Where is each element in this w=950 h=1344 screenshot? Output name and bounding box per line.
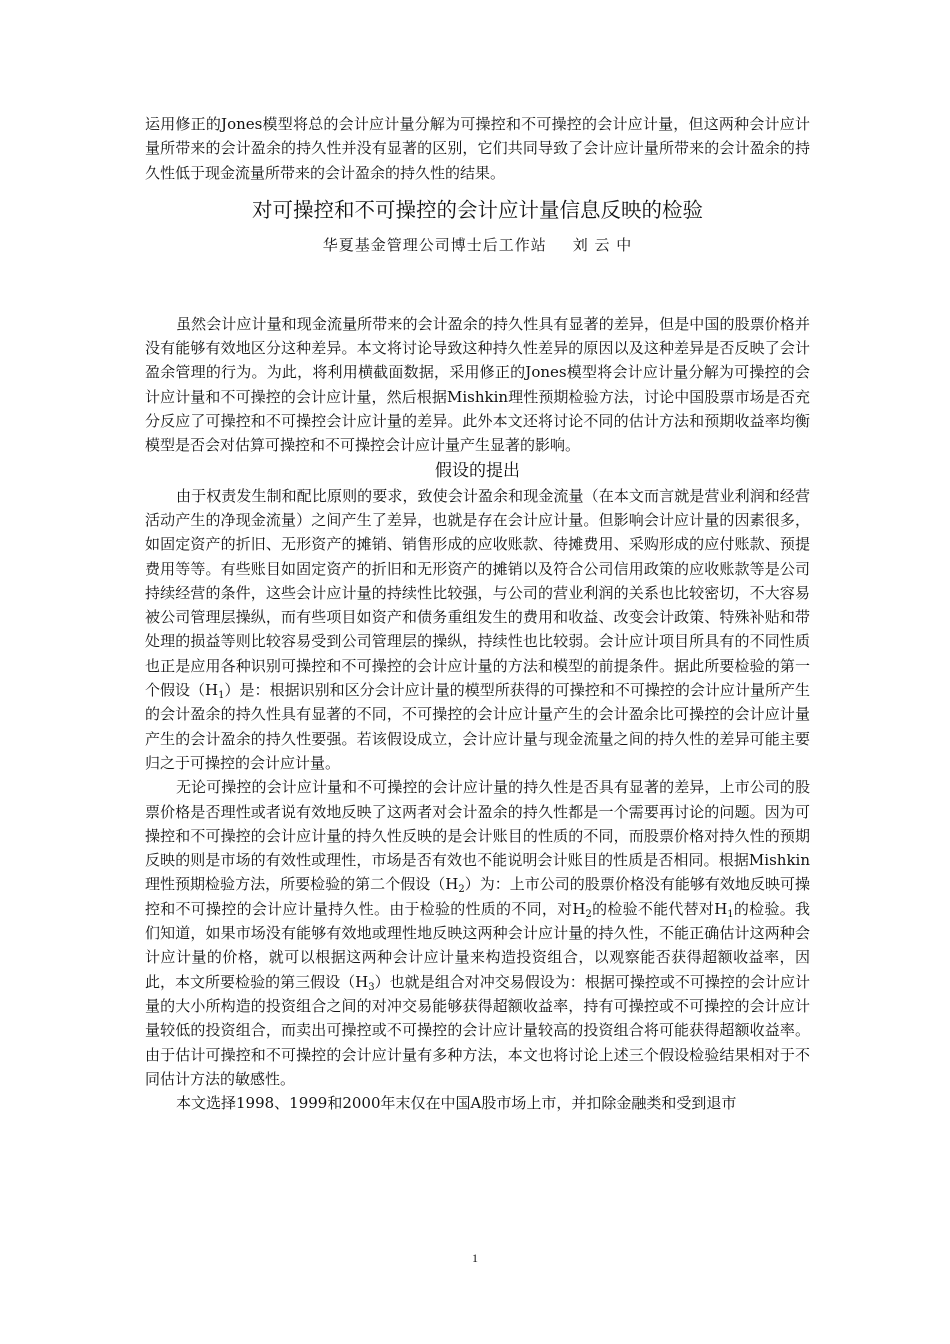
- text-run: ）也就是组合对冲交易假设为：根据可操控或不可操控的会计应计量的大小所构造的投资组合之间的对冲交易能够获得超额收益率，持有可操控或不可操控的会计应计量较低的投资组合，而卖出可操控或不可操控的会计应计量较高的投资组合将可能获得超额收益率。由于估计可操控和不可操控的会计应计量有多种方法，本文也将讨论上述三个假设检验结果相对于不同估计方法的敏感性。: [145, 972, 810, 1088]
- text-run: 由于权责发生制和配比原则的要求，致使会计盈余和现金流量（在本文而言就是营业利润和经营活动产生的净现金流量）之间产生了差异，也就是存在会计应计量。但影响会计应计量的因素很多，如固定资产的折旧、无形资产的摊销、销售形成的应收账款、待摊费用、采购形成的应付账款、预提费用等等。有些账目如固定资产的折旧和无形资产的摊销以及符合公司信用政策的应收账款等是公司持续经营的条件，这些会计应计量的持续性比较强，与公司的营业利润的关系也比较密切，不大容易被公司管理层操纵，而有些项目如资产和债务重组发生的费用和收益、改变会计政策、特殊补贴和带处理的损益等则比较容易受到公司管理层的操纵，持续性也比较弱。会计应计项目所具有的不同性质也正是应用各种识别可操控和不可操控的会计应计量的方法和模型的前提条件。据此所要检验的第一个假设（H: [145, 486, 810, 700]
- section-heading: 假设的提出: [435, 460, 520, 481]
- hypothesis-2-3-paragraph: [145, 775, 810, 1091]
- subscript: 1: [727, 908, 734, 920]
- text-run: 的检验。我们知道，如果市场没有能够有效地或理性地反映这两种会计应计量的持久性，不能正确估计这两种会计应计量的价格，就可以根据这两种会计应计量来构造投资组合，以观察能否获得超额收益率，因此，本文所要检验的第三假设（H: [145, 899, 810, 991]
- subscript: 2: [585, 908, 592, 920]
- page-body: [145, 112, 810, 1115]
- author-affiliation: 华夏基金管理公司博士后工作站: [322, 235, 547, 254]
- author-name: 刘 云 中: [572, 235, 633, 254]
- text-run: 无论可操控的会计应计量和不可操控的会计应计量的持久性是否具有显著的差异，上市公司的股票价格是否理性或者说有效地反映了这两者对会计盈余的持久性都是一个需要再讨论的问题。因为可操控和不可操控的会计应计量的持久性反映的是会计账目的性质的不同，而股票价格对持久性的预期反映的则是市场的有效性或理性，市场是否有效也不能说明会计账目的性质是否相同。根据Mishkin理性预期检验方法，所要检验的第二个假设（H: [145, 778, 810, 894]
- subscript: 2: [458, 884, 465, 896]
- subscript: 3: [368, 981, 375, 993]
- text-run: ）是：根据识别和区分会计应计量的模型所获得的可操控和不可操控的会计应计量所产生的会计盈余的持久性具有显著的不同，不可操控的会计应计量产生的会计盈余比可操控的会计应计量产生的会计盈余的持久性要强。若该假设成立，会计应计量与现金流量之间的持久性的差异可能主要归之于可操控的会计应计量。: [145, 681, 810, 772]
- author-line: [145, 233, 810, 257]
- abstract-paragraph: 虽然会计应计量和现金流量所带来的会计盈余的持久性具有显著的差异，但是中国的股票价格并没有能够有效地区分这种差异。本文将讨论导致这种持久性差异的原因以及这种差异是否反映了会计盈余管理的行为。为此，将利用横截面数据，采用修正的Jones模型将会计应计量分解为可操控的会计应计量和不可操控的会计应计量，然后根据Mishkin理性预期检验方法，讨论中国股票市场是否充分反应了可操控和不可操控会计应计量的差异。此外本文还将讨论不同的估计方法和预期收益率均衡模型是否会对估算可操控和不可操控会计应计量产生显著的影响。: [145, 314, 810, 455]
- sample-paragraph: 本文选择1998、1999和2000年末仅在中国A股市场上市，并扣除金融类和受到退市: [176, 1094, 737, 1113]
- page-number: 1: [472, 1251, 478, 1265]
- intro-paragraph: 运用修正的Jones模型将总的会计应计量分解为可操控和不可操控的会计应计量，但这两种会计应计量所带来的会计盈余的持久性并没有显著的区别，它们共同导致了会计应计量所带来的会计盈余的持久性低于现金流量所带来的会计盈余的持久性的结果。: [145, 115, 810, 182]
- paper-title: 对可操控和不可操控的会计应计量信息反映的检验: [252, 197, 703, 222]
- text-run: 的检验不能代替对H: [591, 899, 728, 918]
- subscript: 1: [218, 690, 225, 702]
- text-run: ）为：上市公司的股票价格没有能够有效地反映可操控和不可操控的会计应计量持久性。由于检验的性质的不同，对H: [145, 875, 810, 918]
- hypothesis-1-paragraph: [145, 484, 810, 776]
